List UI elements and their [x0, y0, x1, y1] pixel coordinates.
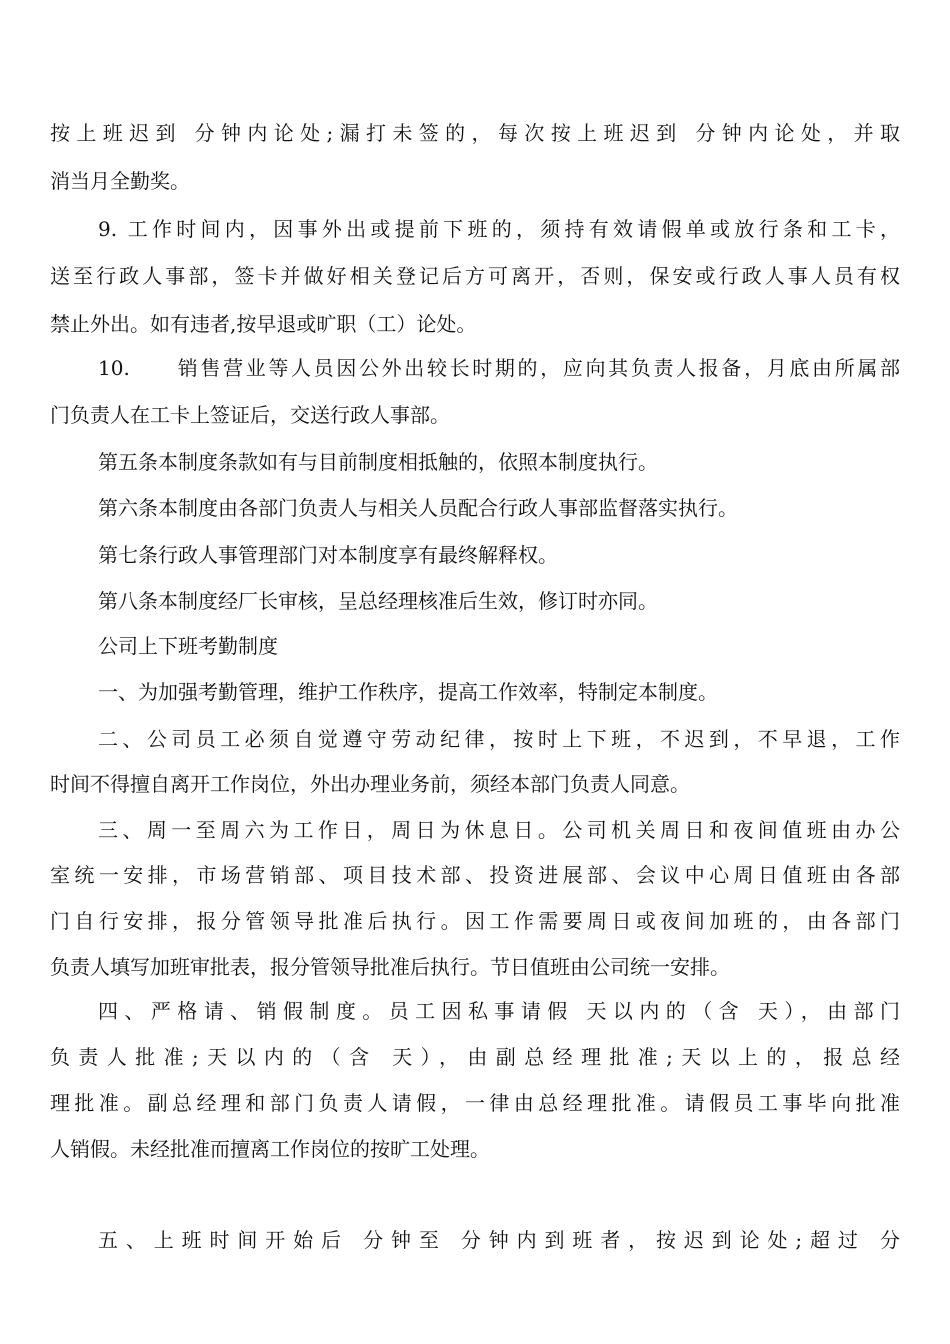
- text-line: 按上班迟到 分钟内论处;漏打未签的，每次按上班迟到 分钟内论处，并取: [50, 121, 900, 145]
- text-line: 时间不得擅自离开工作岗位，外出办理业务前，须经本部门负责人同意。: [50, 772, 690, 796]
- list-item-9: 9. 工作时间内，因事外出或提前下班的，须持有效请假单或放行条和工卡，: [98, 217, 900, 241]
- text-line: 消当月全勤奖。: [50, 169, 190, 193]
- clause-2: 二、公司员工必须自觉遵守劳动纪律，按时上下班，不迟到，不早退，工作: [98, 727, 900, 751]
- clause-5: 五、上班时间开始后 分钟至 分钟内到班者，按迟到论处;超过 分: [98, 1228, 900, 1252]
- text-line: 理批准。副总经理和部门负责人请假，一律由总经理批准。请假员工事毕向批准: [50, 1091, 900, 1115]
- clause-4: 四、严格请、销假制度。员工因私事请假 天以内的（含 天），由部门: [98, 999, 900, 1023]
- text-line: 送至行政人事部，签卡并做好相关登记后方可离开，否则，保安或行政人事人员有权: [50, 264, 900, 288]
- section-title: 公司上下班考勤制度: [98, 634, 278, 658]
- article-8: 第八条本制度经厂长审核，呈总经理核准后生效，修订时亦同。: [98, 589, 658, 613]
- list-item-10: 10. 销售营业等人员因公外出较长时期的，应向其负责人报备，月底由所属部: [98, 356, 900, 380]
- article-6: 第六条本制度由各部门负责人与相关人员配合行政人事部监督落实执行。: [98, 496, 738, 520]
- text-line: 室统一安排，市场营销部、项目技术部、投资进展部、会议中心周日值班由各部: [50, 863, 900, 887]
- text-line: 人销假。未经批准而擅离工作岗位的按旷工处理。: [50, 1137, 490, 1161]
- article-7: 第七条行政人事管理部门对本制度享有最终解释权。: [98, 543, 558, 567]
- clause-1: 一、为加强考勤管理，维护工作秩序，提高工作效率，特制定本制度。: [98, 680, 718, 704]
- article-5: 第五条本制度条款如有与目前制度相抵触的，依照本制度执行。: [98, 450, 658, 474]
- text-line: 门负责人在工卡上签证后，交送行政人事部。: [50, 403, 450, 427]
- text-line: 门自行安排，报分管领导批准后执行。因工作需要周日或夜间加班的，由各部门: [50, 909, 900, 933]
- text-line: 负责人填写加班审批表，报分管领导批准后执行。节日值班由公司统一安排。: [50, 955, 730, 979]
- text-line: 禁止外出。如有违者,按早退或旷职（工）论处。: [50, 312, 477, 336]
- text-line: 负责人批准;天以内的（含 天），由副总经理批准;天以上的，报总经: [50, 1045, 900, 1069]
- clause-3: 三、周一至周六为工作日，周日为休息日。公司机关周日和夜间值班由办公: [98, 818, 900, 842]
